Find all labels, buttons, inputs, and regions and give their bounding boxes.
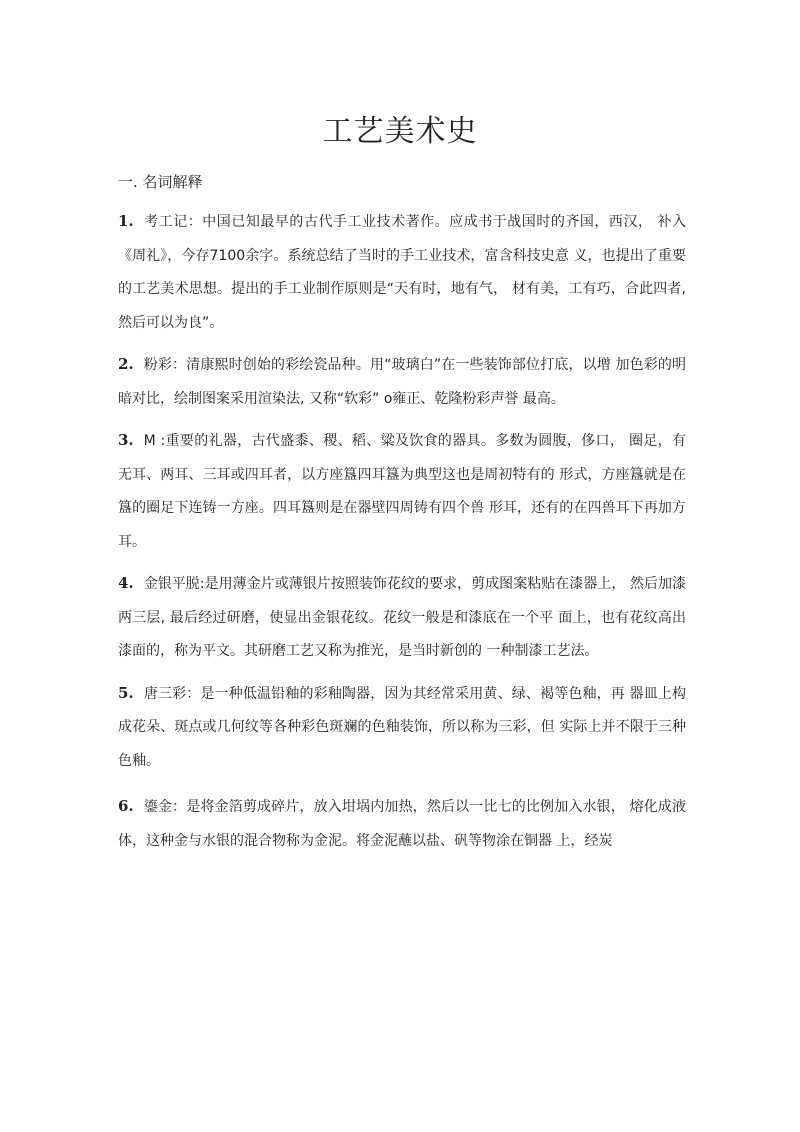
entry-number: 5. (118, 683, 134, 702)
list-item (118, 790, 686, 858)
list-item (118, 677, 686, 779)
entry-text: 唐三彩：是一种低温铅釉的彩釉陶器，因为其经常采用黄、绿、褐等色釉，再 器皿上构成花朵、斑点或几何纹等各种彩色斑斓的色釉装饰，所以称为三彩，但 实际上并不限于三种色釉。 (118, 685, 686, 769)
entry-number: 3. (118, 431, 134, 449)
entry-text: 考工记：中国已知最早的古代手工业技术著作。应成书于战国时的齐国，西汉， 补入《周礼》，今存7100余字。系统总结了当时的手工业技术，富含科技史意 义，也提出了重要的工艺美术思想。提出的手工业制作原则是“天有时，地有气， 材有美，工有巧，合此四者, 然后可以为良”。 (118, 214, 686, 331)
entry-text: 鎏金：是将金箔剪成碎片，放入坩埚内加热，然后以一比七的比例加入水银， 熔化成液体，这种金与水银的混合物称为金泥。将金泥蘸以盐、矾等物涂在铜器 上，经炭 (118, 799, 686, 849)
entry-text: 金银平脱:是用薄金片或薄银片按照装饰花纹的要求，剪成图案粘贴在漆器上， 然后加漆两三层, 最后经过研磨，使显出金银花纹。花纹一般是和漆底在一个平 面上，也有花纹高出漆面的，称为平文。其研磨工艺又称为推光，是当时新创的 一种制漆工艺法。 (118, 576, 686, 659)
section-heading: 一. 名词解释 (118, 173, 203, 191)
entry-number: 2. (118, 355, 134, 373)
list-item (118, 348, 686, 416)
entry-text: M :重要的礼器，古代盛黍、稷、稻、粱及饮食的器具。多数为圆腹，侈口， 圈足，有无耳、两耳、三耳或四耳者，以方座簋四耳簋为典型这也是周初特有的 形式，方座簋就是在簋的圈足下连铸一方座。四耳簋则是在器壁四周铸有四个兽 形耳，还有的在四兽耳下再加方耳。 (118, 433, 686, 550)
entry-text: 粉彩：清康熙时创始的彩绘瓷品种。用“玻璃白”在一些装饰部位打底，以增 加色彩的明暗对比，绘制图案采用渲染法, 又称“软彩” o雍正、乾隆粉彩声誉 最高。 (118, 357, 686, 407)
list-item (118, 205, 686, 340)
entry-number: 1. (118, 212, 134, 230)
entry-number: 6. (118, 797, 134, 815)
entry-list (118, 205, 686, 866)
list-item (118, 424, 686, 559)
document-title: 工艺美术史 (322, 114, 478, 149)
list-item (118, 567, 686, 669)
entry-number: 4. (118, 574, 134, 592)
